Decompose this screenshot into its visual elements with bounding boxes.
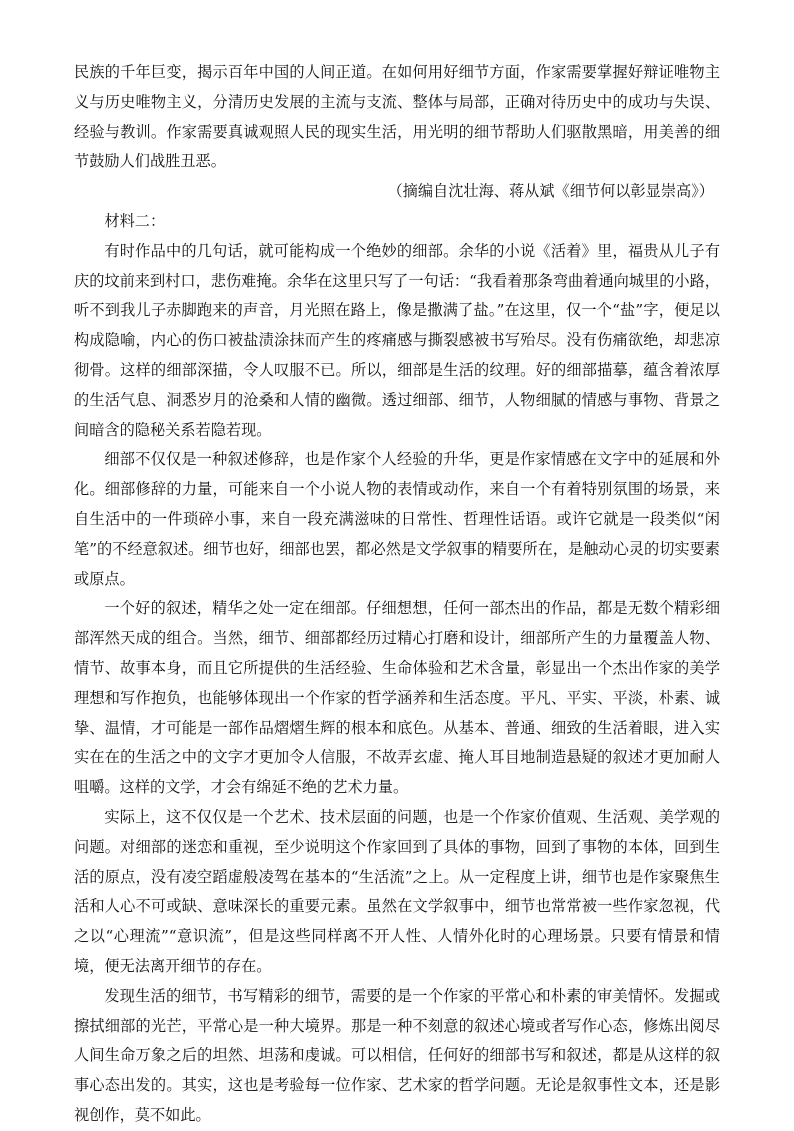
body-paragraph: 细部不仅仅是一种叙述修辞，也是作家个人经验的升华，更是作家情感在文字中的延展和外化。细部修辞的力量，可能来自一个小说人物的表情或动作，来自一个有着特别氛围的场景，来自生活中的一件琐碎小事，来自一段充满滋味的日常性、哲理性话语。或许它就是一段类似“闲笔”的不经意叙述。细节也好，细部也罢，都必然是文学叙事的精要所在，是触动心灵的切实要素或原点。 <box>74 450 720 588</box>
body-paragraph: 实际上，这不仅仅是一个艺术、技术层面的问题，也是一个作家价值观、生活观、美学观的问题。对细部的迷恋和重视，至少说明这个作家回到了具体的事物，回到了事物的本体，回到生活的原点，没有凌空蹈虚般凌驾在基本的“生活流”之上。从一定程度上讲，细节也是作家聚焦生活和人心不可或缺、意味深长的重要元素。虽然在文学叙事中，细节也常常被一些作家忽视，代之以“心理流”“意识流”，但是这些同样离不开人性、人情外化时的心理场景。只要有情景和情境，便无法离开细节的存在。 <box>74 807 720 975</box>
source-note: （摘编自沈壮海、蒋从斌《细节何以彰显崇高》） <box>387 182 714 201</box>
body-paragraph: 发现生活的细节，书写精彩的细节，需要的是一个作家的平常心和朴素的审美情怀。发掘或擦拭细部的光芒，平常心是一种大境界。那是一种不刻意的叙述心境或者写作心态，修炼出阅尽人间生命万象之后的坦然、坦荡和虔诚。可以相信，任何好的细部书写和叙述，都是从这样的叙事心态出发的。其实，这也是考验每一位作家、艺术家的哲学问题。无论是叙事性文本，还是影视创作，莫不如此。 <box>74 986 720 1124</box>
material-label: 材料二： <box>104 211 166 230</box>
body-paragraph: 有时作品中的几句话，就可能构成一个绝妙的细部。余华的小说《活着》里，福贵从儿子有庆的坟前来到村口，悲伤难掩。余华在这里只写了一句话：“我看着那条弯曲着通向城里的小路，听不到我儿子赤脚跑来的声音，月光照在路上，像是撒满了盐。”在这里，仅一个“盐”字，便足以构成隐喻，内心的伤口被盐渍涂抹而产生的疼痛感与撕裂感被书写殆尽。没有伤痛欲绝，却悲凉彻骨。这样的细部深描，令人叹服不已。所以，细部是生活的纹理。好的细部描摹，蕴含着浓厚的生活气息、洞悉岁月的沧桑和人情的幽微。透过细部、细节，人物细腻的情感与事物、背景之间暗含的隐秘关系若隐若现。 <box>74 241 720 439</box>
body-paragraph: 一个好的叙述，精华之处一定在细部。仔细想想，任何一部杰出的作品，都是无数个精彩细部浑然天成的组合。当然，细节、细部都经历过精心打磨和设计，细部所产生的力量覆盖人物、情节、故事本身，而且它所提供的生活经验、生命体验和艺术含量，彰显出一个杰出作家的美学理想和写作抱负，也能够体现出一个作家的哲学涵养和生活态度。平凡、平实、平淡，朴素、诚挚、温情，才可能是一部作品熠熠生辉的根本和底色。从基本、普通、细致的生活着眼，进入实实在在的生活之中的文字才更加令人信服，不故弄玄虚、掩人耳目地制造悬疑的叙述才更加耐人咀嚼。这样的文学，才会有绵延不绝的艺术力量。 <box>74 599 720 797</box>
intro-paragraph: 民族的千年巨变，揭示百年中国的人间正道。在如何用好细节方面，作家需要掌握好辩证唯物主义与历史唯物主义，分清历史发展的主流与支流、整体与局部，正确对待历史中的成功与失误、经验与教训。作家需要真诚观照人民的现实生活，用光明的细节帮助人们驱散黑暗，用美善的细节鼓励人们战胜丑恶。 <box>74 63 720 171</box>
